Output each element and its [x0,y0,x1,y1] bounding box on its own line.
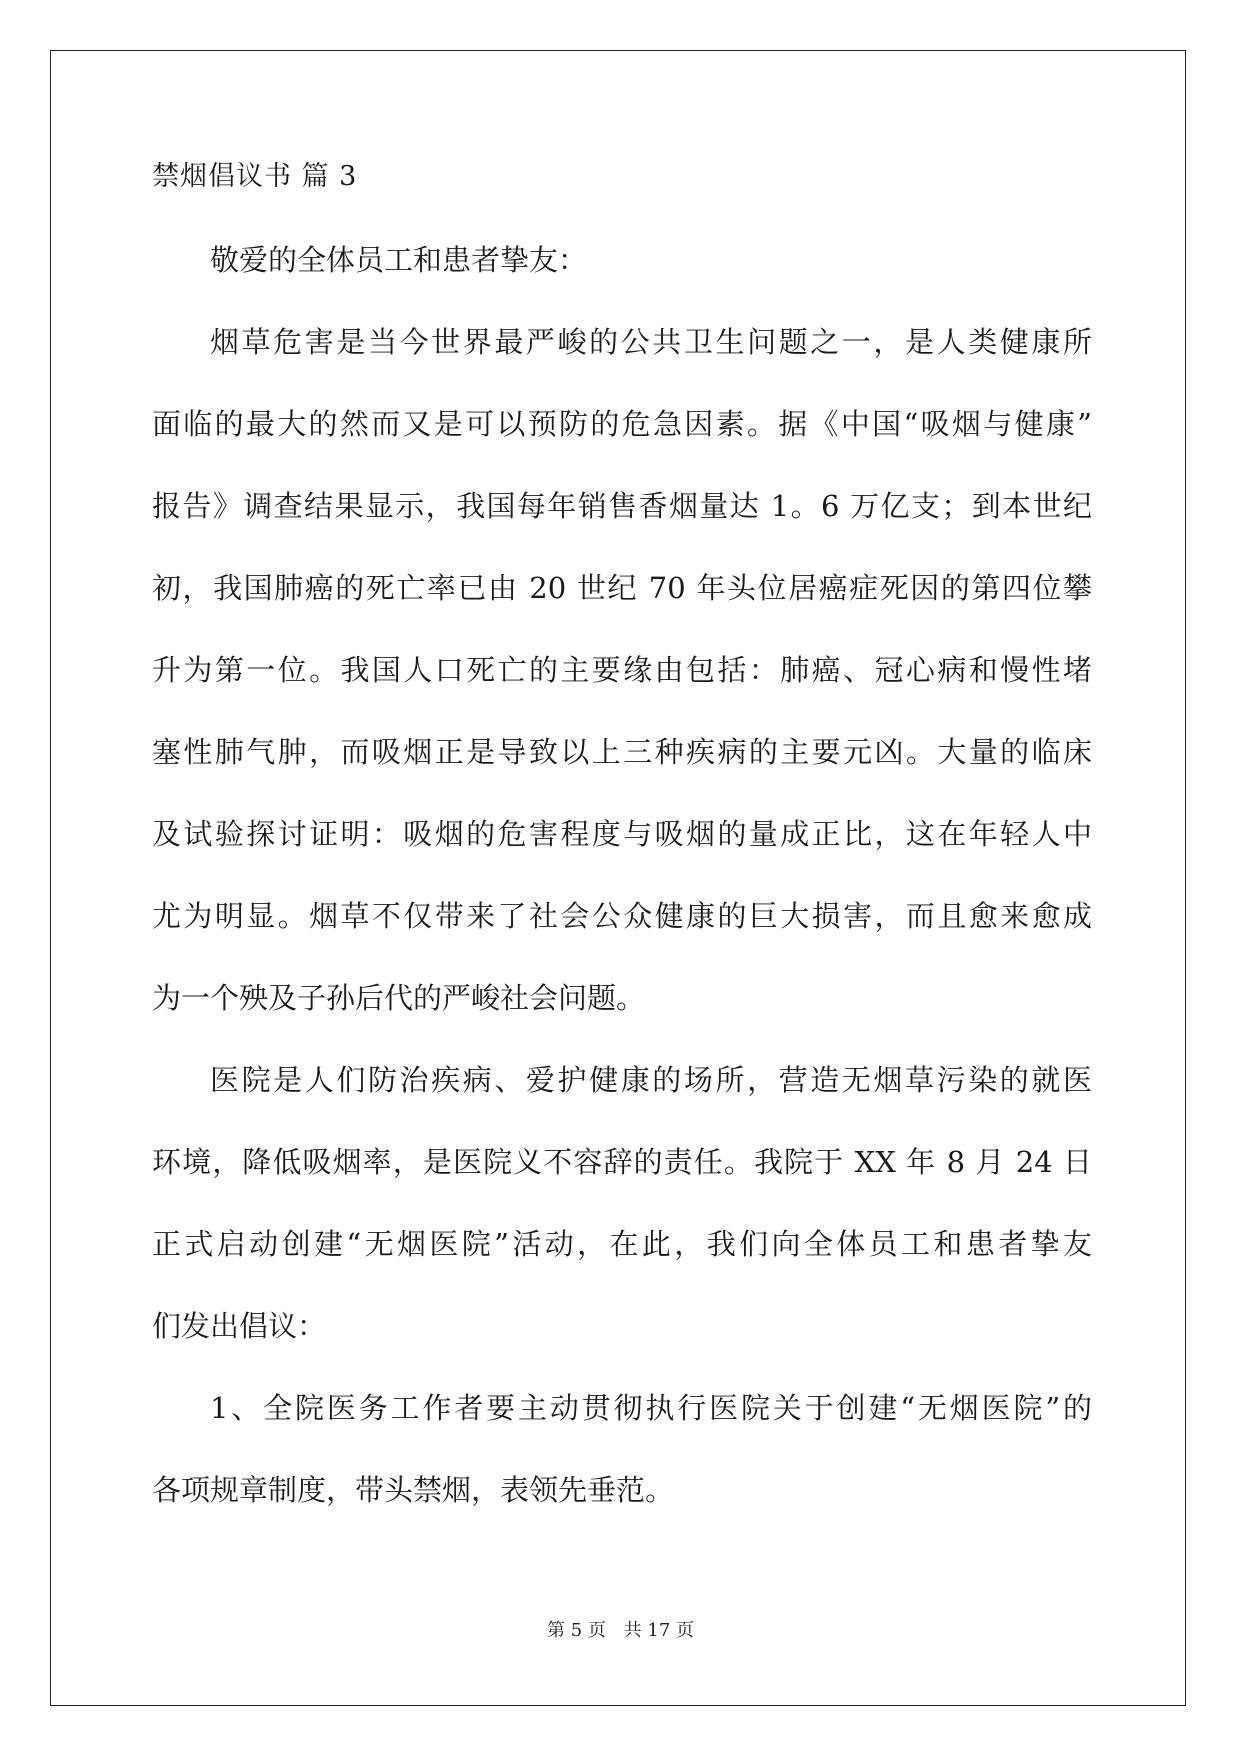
document-body [152,160,1092,1554]
document-text [152,242,1092,1508]
text-line: 1、全院医务工作者要主动贯彻执行医院关于创建“无烟医院”的 [210,1391,1092,1425]
text-line: 环境，降低吸烟率，是医院义不容辞的责任。我院于 XX 年 8 月 24 日 [152,1145,1092,1179]
page-footer [0,1620,1241,1642]
document-title: 禁烟倡议书 篇 3 [152,161,358,192]
text-line: 各项规章制度，带头禁烟，表领先垂范。 [152,1473,675,1507]
text-line: 初，我国肺癌的死亡率已由 20 世纪 70 年头位居癌症死因的第四位攀 [152,571,1092,605]
text-line: 面临的最大的然而又是可以预防的危急因素。据《中国“吸烟与健康” [152,407,1092,441]
text-line: 正式启动创建“无烟医院”活动，在此，我们向全体员工和患者挚友 [152,1227,1092,1261]
text-line: 升为第一位。我国人口死亡的主要缘由包括：肺癌、冠心病和慢性堵 [152,653,1092,687]
text-line: 塞性肺气肿，而吸烟正是导致以上三种疾病的主要元凶。大量的临床 [152,735,1092,769]
text-line: 尤为明显。烟草不仅带来了社会公众健康的巨大损害，而且愈来愈成 [152,899,1092,933]
text-line: 报告》调查结果显示，我国每年销售香烟量达 1。6 万亿支；到本世纪 [152,489,1092,523]
text-line: 敬爱的全体员工和患者挚友： [210,243,588,277]
text-line: 们发出倡议： [152,1309,327,1343]
text-line: 及试验探讨证明：吸烟的危害程度与吸烟的量成正比，这在年轻人中 [152,817,1092,851]
page-number: 第 5 页 [547,1620,606,1641]
text-line: 为一个殃及子孙后代的严峻社会问题。 [152,981,646,1015]
page-total: 共 17 页 [623,1620,694,1641]
text-line: 烟草危害是当今世界最严峻的公共卫生问题之一，是人类健康所 [210,325,1092,359]
text-line: 医院是人们防治疾病、爱护健康的场所，营造无烟草污染的就医 [210,1063,1092,1097]
